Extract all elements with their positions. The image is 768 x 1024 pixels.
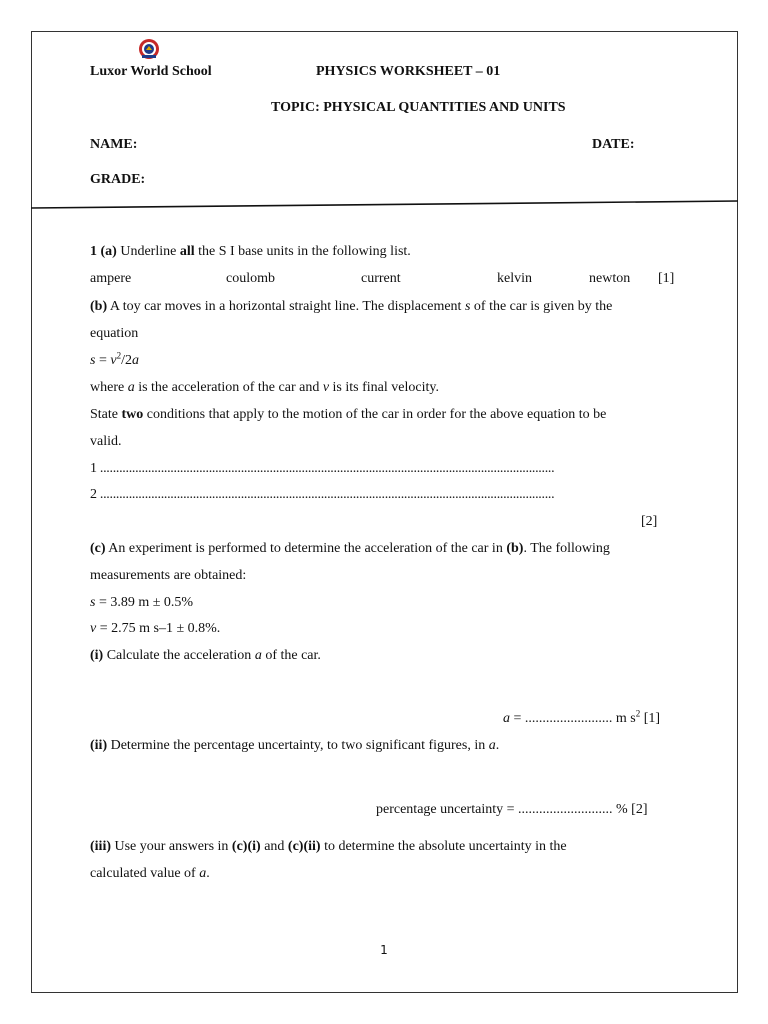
- question-1a: 1 (a) Underline all the S I base units in the following list.: [90, 244, 411, 259]
- answer-line-1[interactable]: 1 ..............................................................................................................................................: [90, 461, 555, 476]
- worksheet-title: PHYSICS WORKSHEET – 01: [316, 64, 501, 79]
- page-number: 1: [380, 943, 388, 957]
- where-line: where a is the acceleration of the car and v is its final velocity.: [90, 380, 439, 395]
- name-label: NAME:: [90, 137, 138, 152]
- answer-acceleration[interactable]: a = ......................... m $s^2$ [1]: [503, 708, 661, 726]
- header-divider: [31, 200, 738, 210]
- date-label: DATE:: [592, 137, 635, 152]
- unit-kelvin: kelvin: [497, 271, 532, 286]
- equation: $s = v^2/2a$: [90, 350, 139, 368]
- topic-title: TOPIC: PHYSICAL QUANTITIES AND UNITS: [271, 100, 566, 115]
- school-logo-icon: [138, 38, 160, 60]
- part-label: (a): [100, 244, 117, 259]
- marks-1b: [2]: [641, 514, 658, 529]
- unit-newton: newton: [589, 271, 631, 286]
- measurement-s: s = 3.89 m ± 0.5%: [90, 595, 194, 610]
- question-1c-line2: measurements are obtained:: [90, 568, 247, 583]
- unit-ampere: ampere: [90, 271, 132, 286]
- unit-current: current: [361, 271, 401, 286]
- measurement-v: v = 2.75 m s–1 ± 0.8%.: [90, 621, 221, 636]
- question-number: 1: [90, 244, 97, 259]
- question-1c-ii: (ii) Determine the percentage uncertainty, to two significant figures, in a.: [90, 738, 500, 753]
- question-1c-iii-line2: calculated value of a.: [90, 866, 210, 881]
- part-label: (c): [90, 541, 106, 556]
- state-line-2: valid.: [90, 434, 122, 449]
- unit-coulomb: coulomb: [226, 271, 275, 286]
- answer-line-2[interactable]: 2 ..............................................................................................................................................: [90, 487, 555, 502]
- grade-label: GRADE:: [90, 172, 146, 187]
- part-label: (b): [90, 299, 108, 314]
- school-name: Luxor World School: [90, 64, 212, 79]
- question-1c-i: (i) Calculate the acceleration a of the car.: [90, 648, 321, 663]
- state-line: State two conditions that apply to the motion of the car in order for the above equation to be: [90, 407, 607, 422]
- question-1b-line1: (b) A toy car moves in a horizontal straight line. The displacement s of the car is given by the: [90, 299, 613, 314]
- marks-1a: [1]: [658, 271, 675, 286]
- question-1c-line1: (c) An experiment is performed to determine the acceleration of the car in (b). The following: [90, 541, 610, 556]
- emphasis-all: all: [179, 244, 195, 259]
- question-1c-iii: (iii) Use your answers in (c)(i) and (c)(ii) to determine the absolute uncertainty in the: [90, 839, 567, 854]
- answer-percentage-uncertainty[interactable]: percentage uncertainty = ........................... % [2]: [376, 802, 648, 817]
- question-1b-line2: equation: [90, 326, 139, 341]
